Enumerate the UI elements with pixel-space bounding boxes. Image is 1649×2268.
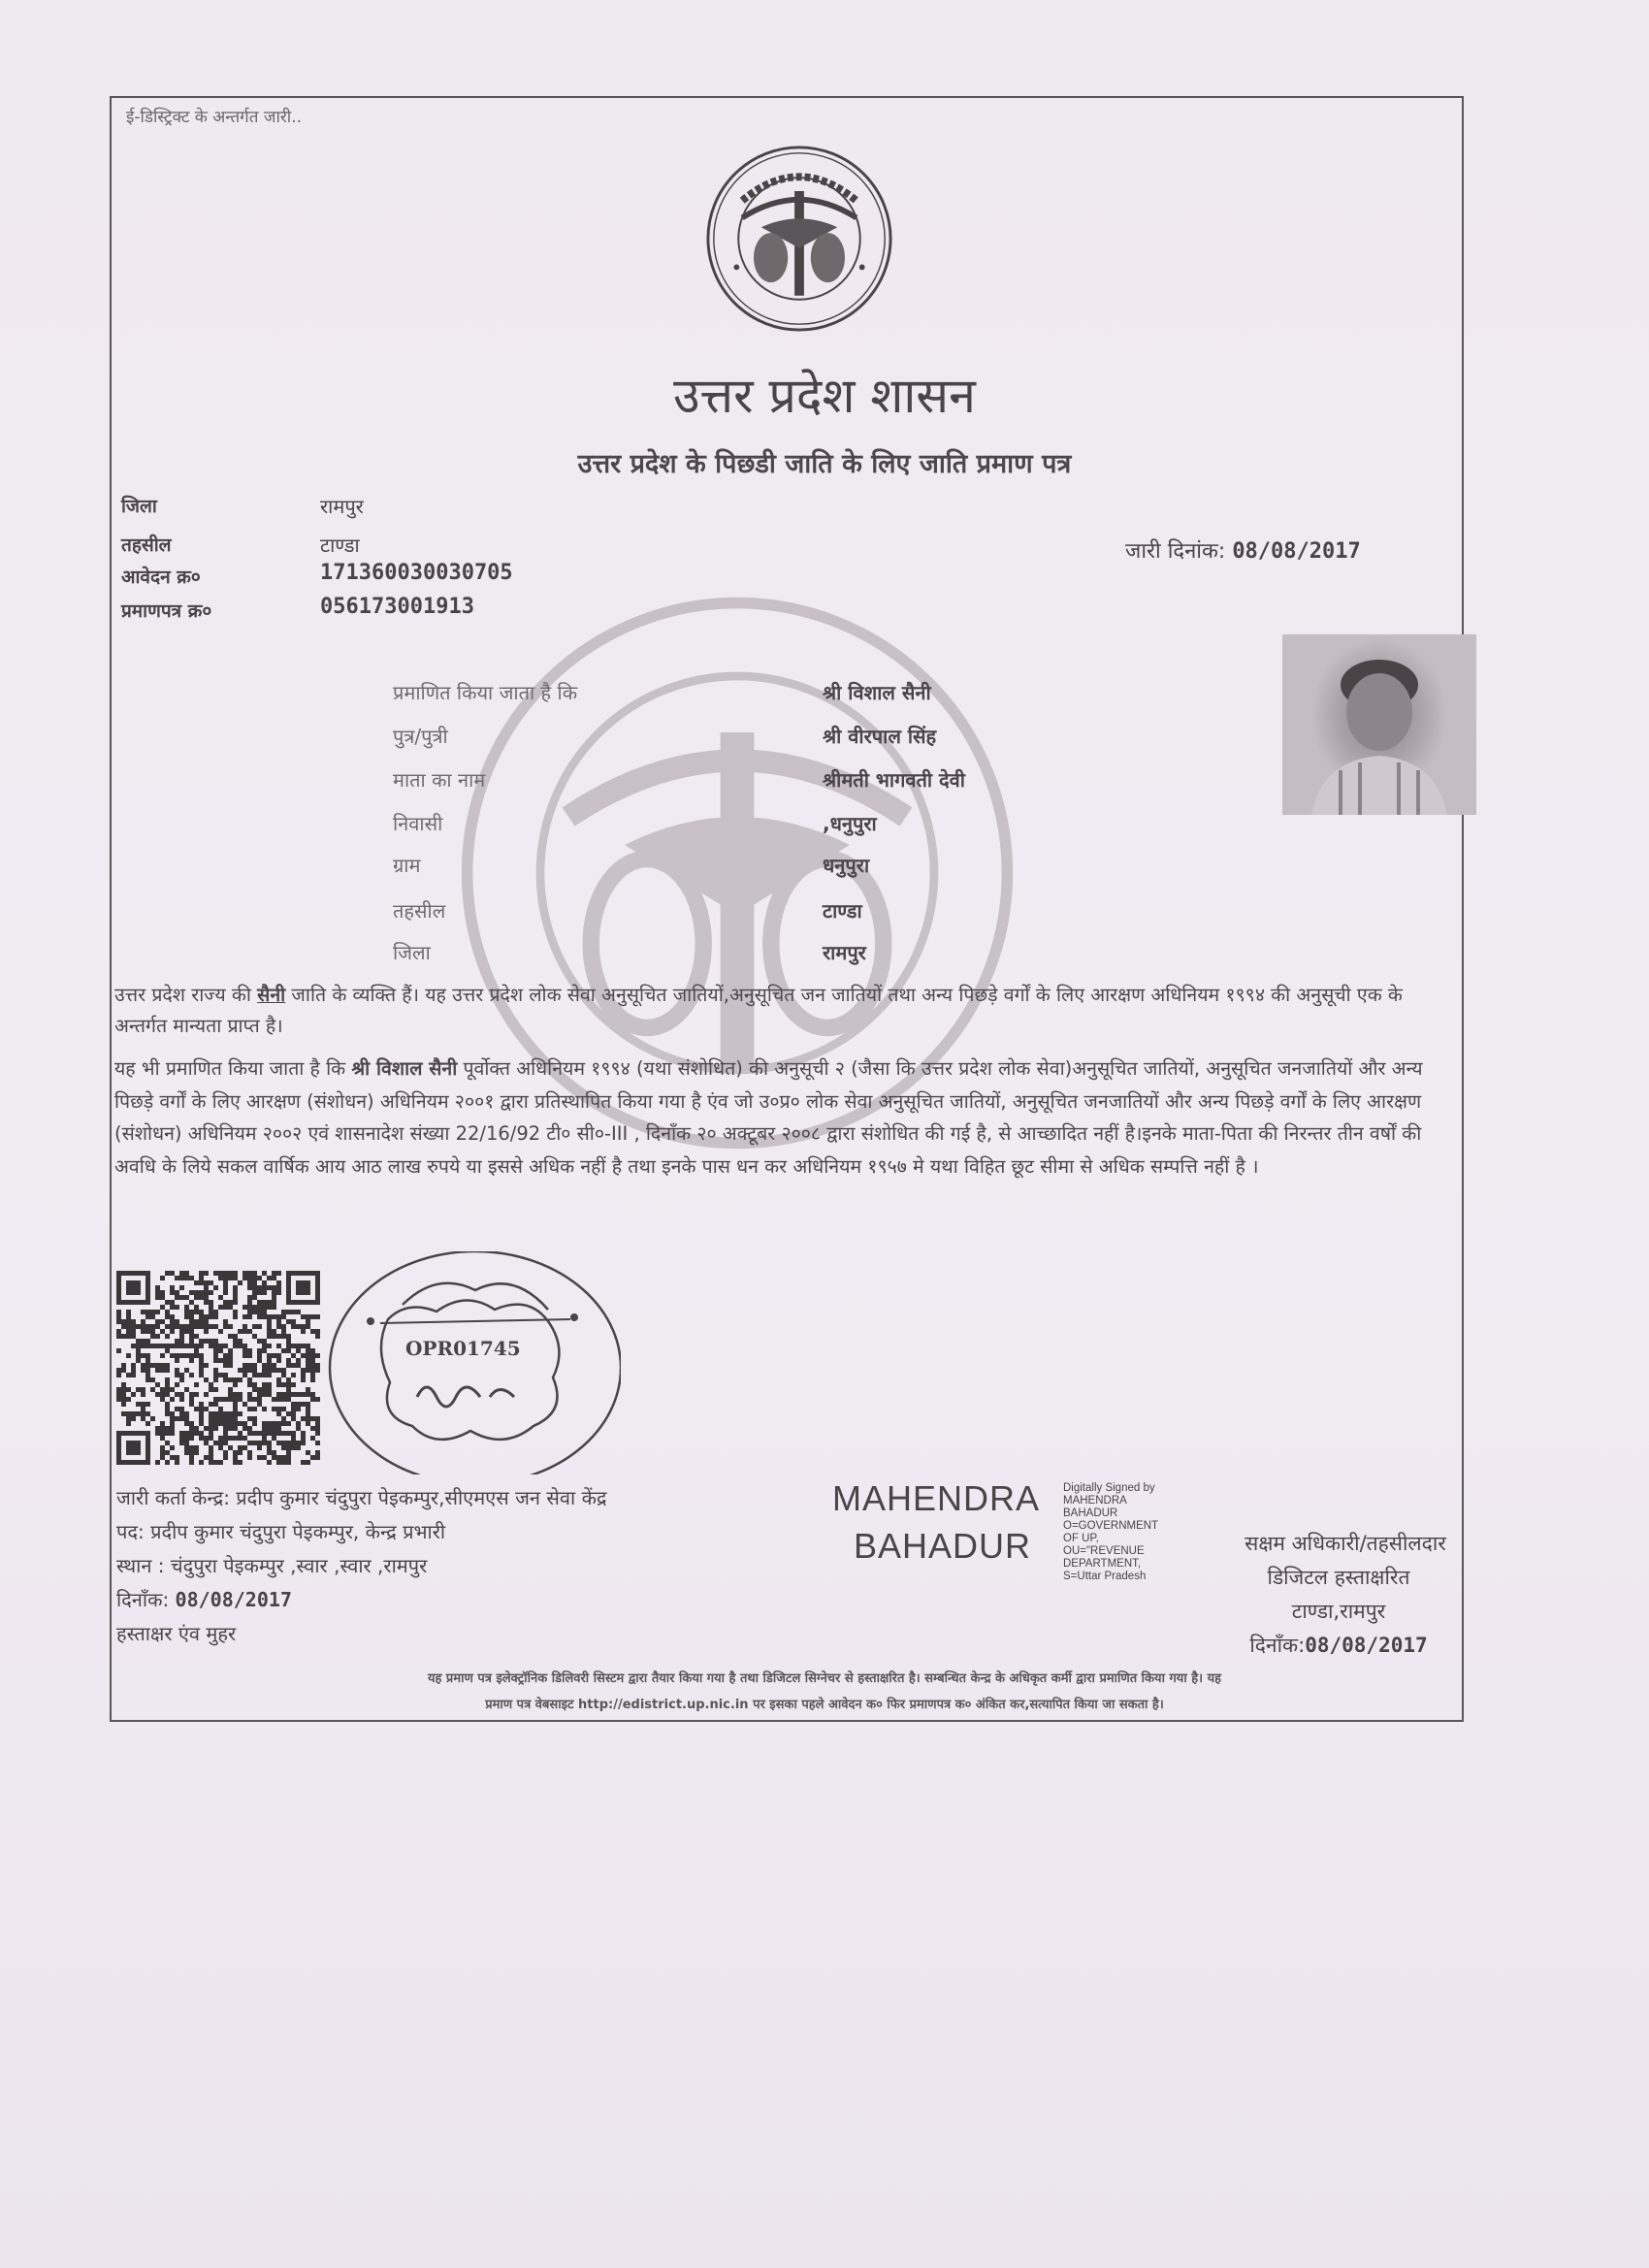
field-value-resident: ,धनुपुरा (823, 812, 877, 835)
meta-value-tehsil: टाण्डा (320, 534, 360, 557)
qr-code-icon[interactable] (116, 1271, 320, 1465)
field-label-district: जिला (393, 941, 431, 964)
field-value-mother-name: श्रीमती भागवती देवी (823, 768, 965, 792)
meta-label-tehsil: तहसील (121, 535, 172, 556)
field-value-applicant-name: श्री विशाल सैनी (823, 681, 931, 704)
field-label-mother-name: माता का नाम (393, 768, 486, 792)
meta-value-district: रामपुर (320, 495, 364, 518)
field-label-son-daughter: पुत्र/पुत्री (393, 725, 448, 748)
issuer-place: स्थान : चंदुपुरा पेइकम्पुर ,स्वार ,स्वार ,रामपुर (116, 1554, 428, 1577)
seal-code: OPR01745 (405, 1337, 521, 1360)
sig-detail: MAHENDRA (1063, 1495, 1127, 1507)
paragraph2-text-start: यह भी प्रमाणित किया जाता है कि (114, 1057, 352, 1080)
creamy-layer-paragraph (114, 1053, 1453, 1183)
caste-recognition-paragraph (114, 980, 1453, 1042)
issuer-date (116, 1586, 292, 1612)
meta-value-certificate-no: 056173001913 (320, 595, 474, 619)
paragraph2-applicant-name: श्री विशाल सैनी (351, 1057, 458, 1080)
issuer-date-value: 08/08/2017 (175, 1588, 292, 1611)
certificate-subtitle: उत्तर प्रदेश के पिछडी जाति के लिए जाति प्रमाण पत्र (577, 449, 1072, 479)
disclaimer-line-2: प्रमाण पत्र वेबसाइट http://edistrict.up.nic.in पर इसका पहले आवेदन क० फिर प्रमाणपत्र क० अंकित कर,सत्यापित किया जा सकता है। (485, 1698, 1164, 1712)
bottom-rule (110, 1720, 1464, 1722)
sig-detail: OU="REVENUE (1063, 1545, 1145, 1557)
issue-date-value: 08/08/2017 (1232, 539, 1361, 564)
field-value-district: रामपुर (823, 941, 866, 964)
signer-name-line1: MAHENDRA (832, 1478, 1041, 1518)
paragraph1-text-end: जाति के व्यक्ति हैं। यह उत्तर प्रदेश लोक सेवा अनुसूचित जातियों,अनुसूचित जन जातियों तथा अन्य पिछड़े वर्गों के लिए आरक्षण अधिनियम १९९४ की अनुसूची एक के अन्तर्गत मान्यता प्राप्त है। (114, 984, 1403, 1037)
authority-location: टाण्डा,रामपुर (1291, 1600, 1386, 1623)
field-value-tehsil: टाण्डा (823, 899, 862, 923)
field-label-certified-that: प्रमाणित किया जाता है कि (393, 681, 578, 704)
sig-detail: BAHADUR (1063, 1507, 1118, 1519)
sig-detail: O=GOVERNMENT (1063, 1520, 1159, 1532)
meta-label-district: जिला (121, 496, 157, 517)
sig-detail: OF UP, (1063, 1533, 1099, 1544)
paragraph2-text-end: पूर्वोक्त अधिनियम १९९४ (यथा संशोधित) की अनुसूची २ (जैसा कि उत्तर प्रदेश लोक सेवा)अनुसूचित जातियों, अनुसूचित जनजातियों और अन्य पिछड़े वर्गों के लिए आरक्षण (संशोधन) अधिनियम २००१ द्वारा प्रतिस्थापित किया गया है एंव जो उ०प्र० लोक सेवा अनुसूचित जातियों, अनुसूचित जनजातियों और अन्य पिछड़े वर्गों के लिए आरक्षण (संशोधन) अधिनियम २००२ एवं शासनादेश संख्या 22/16/92 टी० सी०-III , दिनाँक २० अक्टूबर २००८ द्वारा संशोधित की गई है, से आच्छादित नहीं है।इनके माता-पिता की निरन्तर तीन वर्षों की अवधि के लिये सकल वार्षिक आय आठ लाख रुपये या इससे अधिक नहीं है तथा इनके पास धन कर अधिनियम १९५७ मे यथा विहित छूट सीमा से अधिक सम्पत्ति नहीं है । (114, 1057, 1423, 1178)
issuing-center: जारी कर्ता केन्द्र: प्रदीप कुमार चंदुपुरा पेइकम्पुर,सीएमएस जन सेवा केंद्र (116, 1486, 607, 1509)
up-government-emblem-icon (704, 144, 894, 334)
authority-designation: सक्षम अधिकारी/तहसीलदार (1245, 1532, 1446, 1555)
meta-value-application-no: 171360030030705 (320, 561, 513, 585)
field-label-village: ग्राम (393, 854, 421, 877)
issuer-date-label: दिनाँक: (116, 1588, 170, 1611)
issue-date (1125, 535, 1361, 565)
authority-date (1208, 1632, 1470, 1659)
digital-signature-details[interactable] (1063, 1482, 1158, 1583)
authority-digitally-signed: डिजिटल हस्ताक्षरित (1267, 1566, 1410, 1589)
sig-detail: DEPARTMENT, (1063, 1558, 1142, 1570)
applicant-photo (1282, 634, 1476, 815)
meta-label-certificate-no: प्रमाणपत्र क्र० (121, 600, 212, 622)
meta-label-application-no: आवेदन क्र० (121, 567, 201, 588)
field-label-tehsil: तहसील (393, 899, 446, 923)
page-title: उत्तर प्रदेश शासन (673, 368, 976, 424)
sig-detail: S=Uttar Pradesh (1063, 1571, 1147, 1582)
issued-under-note: ई-डिस्ट्रिक्ट के अन्तर्गत जारी.. (126, 108, 303, 127)
field-value-village: धनुपुरा (823, 854, 870, 877)
person-silhouette-icon (1282, 634, 1476, 815)
issuer-post: पद: प्रदीप कुमार चंदुपुरा पेइकम्पुर, केन्द्र प्रभारी (116, 1520, 446, 1543)
issue-date-label: जारी दिनांक: (1125, 539, 1226, 564)
authority-date-label: दिनाँक: (1249, 1634, 1306, 1657)
authority-date-value: 08/08/2017 (1305, 1634, 1428, 1657)
field-value-father-name: श्री वीरपाल सिंह (823, 725, 937, 748)
paragraph1-text-start: उत्तर प्रदेश राज्य की (114, 984, 258, 1006)
caste-name: सैनी (257, 984, 286, 1006)
sig-detail: Digitally Signed by (1063, 1482, 1155, 1494)
signer-name-line2: BAHADUR (854, 1526, 1032, 1566)
signature-and-seal-label: हस्ताक्षर एंव मुहर (116, 1622, 237, 1645)
field-label-resident: निवासी (393, 812, 443, 835)
disclaimer-line-1: यह प्रमाण पत्र इलेक्ट्रॉनिक डिलिवरी सिस्टम द्वारा तैयार किया गया है तथा डिजिटल सिग्नेचर से हस्ताक्षरित है। सम्बन्धित केन्द्र के अधिकृत कर्मी द्वारा प्रमाणित किया गया है। यह (427, 1671, 1222, 1686)
official-seal-icon (320, 1251, 621, 1474)
